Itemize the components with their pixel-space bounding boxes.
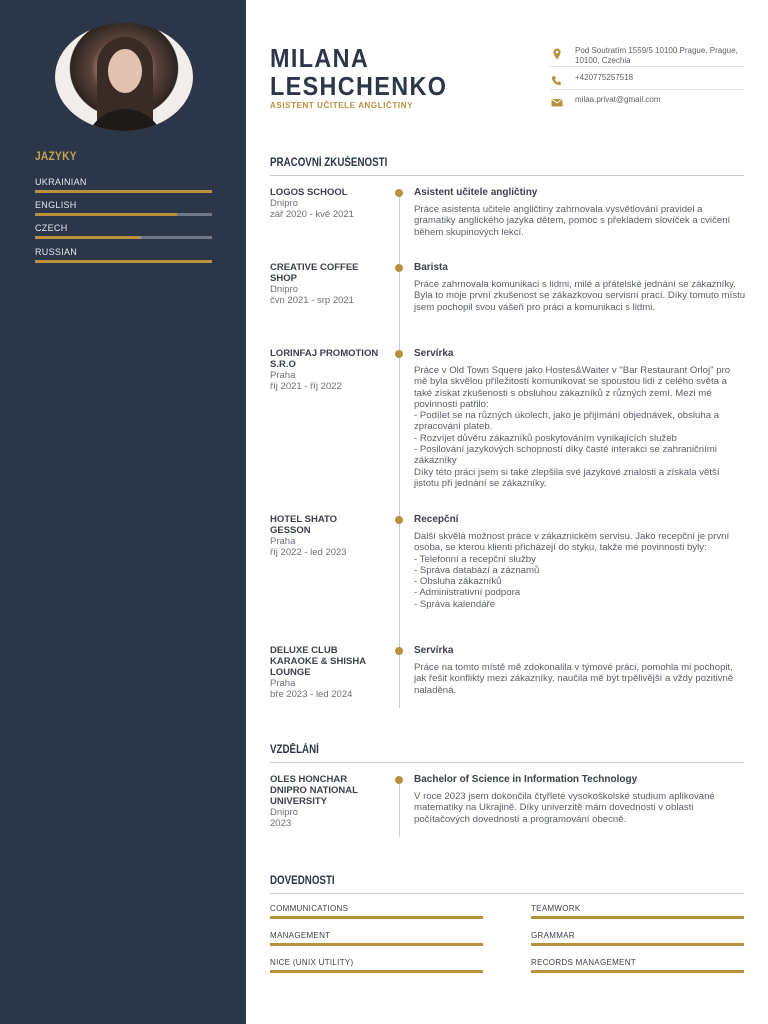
graduation-year: 2023 xyxy=(270,818,292,829)
school-city: Dnipro xyxy=(270,807,298,818)
company-name: LOGOS SCHOOL xyxy=(270,187,348,198)
job-description: Práce na tomto místě mě zdokonalila v týmové práci, pomohla mi pochopit, jak řešit konflikty mezi zákazníky, naučila mě být trpělivější a vždy pozitivně naladěná. xyxy=(414,662,734,696)
job-description: Práce asistenta učitele angličtiny zahrnovala vysvětlování pravidel a gramatiky anglického jazyka dětem, pomoc s překladem slovíček a cvičení během skupinových lekcí. xyxy=(414,204,731,238)
company-city: Dnipro xyxy=(270,198,298,209)
section-divider xyxy=(270,175,744,176)
education-timeline xyxy=(399,777,400,837)
first-name: MILANA xyxy=(270,43,370,73)
skill-level-bar xyxy=(270,943,483,946)
skills-heading: DOVEDNOSTI xyxy=(270,875,335,887)
experience-heading: PRACOVNÍ ZKUŠENOSTI xyxy=(270,157,388,169)
skill-level-bar xyxy=(270,916,483,919)
map-pin-icon xyxy=(550,47,564,59)
company-block xyxy=(270,262,380,306)
skill-label: NICE (UNIX UTILITY) xyxy=(270,958,354,967)
job-position: Asistent učitele angličtiny xyxy=(414,187,538,198)
timeline-dot xyxy=(395,647,403,655)
job-dates: říj 2022 - led 2023 xyxy=(270,547,347,558)
profile-photo xyxy=(55,23,193,131)
language-item-russian xyxy=(35,247,212,263)
timeline-dot xyxy=(395,189,403,197)
language-level-bar xyxy=(35,260,212,263)
skill-label: MANAGEMENT xyxy=(270,931,331,940)
job-description: Další skvělá možnost práce v zákaznickém servisu. Jako recepční je první osoba, se kterou klienti přicházejí do styku, takže mé povinnosti byly: - Telefonní a recepční služby - Správa databází a záznamů - Obsluha zákazníků - Administrativní podpora - Správa kalendáře xyxy=(414,531,730,610)
company-city: Praha xyxy=(270,678,296,689)
company-block xyxy=(270,645,380,700)
company-name: LORINFAJ PROMOTION S.R.O xyxy=(270,348,379,370)
company-name: CREATIVE COFFEE SHOP xyxy=(270,262,359,284)
job-position: Servírka xyxy=(414,645,454,656)
phone-icon xyxy=(550,74,564,86)
language-item-czech xyxy=(35,223,212,239)
language-label: CZECH xyxy=(35,223,68,233)
company-block xyxy=(270,348,380,392)
language-level-bar xyxy=(35,236,212,239)
timeline-dot xyxy=(395,516,403,524)
language-item-english xyxy=(35,200,212,216)
skill-level-bar xyxy=(531,970,744,973)
timeline-dot xyxy=(395,264,403,272)
languages-heading: JAZYKY xyxy=(35,149,77,163)
degree-title: Bachelor of Science in Information Technology xyxy=(414,774,638,785)
sidebar xyxy=(0,0,246,1024)
skill-level-bar xyxy=(531,943,744,946)
language-label: UKRAINIAN xyxy=(35,177,87,187)
skill-item xyxy=(270,904,483,919)
language-item-ukrainian xyxy=(35,177,212,193)
skill-label: RECORDS MANAGEMENT xyxy=(531,958,636,967)
company-name: HOTEL SHATO GESSON xyxy=(270,514,338,536)
education-heading: VZDĚLÁNÍ xyxy=(270,744,319,756)
timeline-dot xyxy=(395,350,403,358)
job-title: ASISTENT UČITELE ANGLIČTINY xyxy=(270,101,414,110)
education-description: V roce 2023 jsem dokončila čtyřleté vysokoškolské studium aplikované matematiky na Ukrajině. Díky univerzitě mám dovednosti v oblasti počítačových dovedností a programování obecně. xyxy=(414,791,715,825)
skill-item xyxy=(270,958,483,973)
language-label: RUSSIAN xyxy=(35,247,78,257)
job-dates: čvn 2021 - srp 2021 xyxy=(270,295,354,306)
last-name: LESHCHENKO xyxy=(270,71,448,101)
job-description: Práce zahrnovala komunikaci s lidmi, milé a přátelské jednání se zákazníky. Byla to moje první zkušenost se zákazkovou servisní prací. Díky tomuto místu jsem pochopil svou vášeň pro práci a komunikaci s lidmi. xyxy=(414,279,746,313)
job-position: Servírka xyxy=(414,348,454,359)
skill-item xyxy=(531,958,744,973)
company-city: Dnipro xyxy=(270,284,298,295)
skill-label: GRAMMAR xyxy=(531,931,575,940)
skill-level-bar xyxy=(531,916,744,919)
skill-label: COMMUNICATIONS xyxy=(270,904,349,913)
email-text: milaa.privat@gmail.com xyxy=(575,95,661,104)
job-dates: bře 2023 - led 2024 xyxy=(270,689,353,700)
skill-level-bar xyxy=(270,970,483,973)
candidate-name xyxy=(270,44,447,100)
envelope-icon xyxy=(550,96,564,108)
skill-label: TEAMWORK xyxy=(531,904,581,913)
job-dates: zář 2020 - kvě 2021 xyxy=(270,209,354,220)
school-block xyxy=(270,774,380,829)
job-description: Práce v Old Town Squere jako Hostes&Waiter v "Bar Restaurant Orloj" pro mě byla skvělou příležitostí komunikovat se spoustou lidí z celého světa a také získat zkušenosti s obsluhou zákazníků z různých zemí. Mezi mé povinnosti patřilo: - Podílet se na různých úkolech, jako je přijímání objednávek, obsluha a zpracování plateb. - Rozvíjet důvěru zákazníků poskytováním vynikajících služeb - Posilování jazykových schopností díky časté interakci se zahraničními zákazníky Díky této práci jsem si také zlepšila své jazykové znalosti a získala větší jistotu při jednání se zákazníky. xyxy=(414,365,731,489)
language-level-bar xyxy=(35,190,212,193)
language-level-bar xyxy=(35,213,212,216)
skill-item xyxy=(531,904,744,919)
address-text: Pod Soutratím 1559/5 10100 Prague, Prague, 10100, Czechia xyxy=(575,46,738,65)
language-label: ENGLISH xyxy=(35,200,77,210)
company-block xyxy=(270,187,380,220)
job-dates: říj 2021 - říj 2022 xyxy=(270,381,342,392)
job-position: Barista xyxy=(414,262,448,273)
timeline-dot xyxy=(395,776,403,784)
section-divider xyxy=(270,762,744,763)
company-city: Praha xyxy=(270,536,296,547)
section-divider xyxy=(270,893,744,894)
skill-item xyxy=(531,931,744,946)
company-name: DELUXE CLUB KARAOKE & SHISHA LOUNGE xyxy=(270,645,366,678)
skill-item xyxy=(270,931,483,946)
company-block xyxy=(270,514,380,558)
job-position: Recepční xyxy=(414,514,459,525)
phone-text: +420775257518 xyxy=(575,73,634,82)
company-city: Praha xyxy=(270,370,296,381)
school-name: OLES HONCHAR DNIPRO NATIONAL UNIVERSITY xyxy=(270,774,358,807)
